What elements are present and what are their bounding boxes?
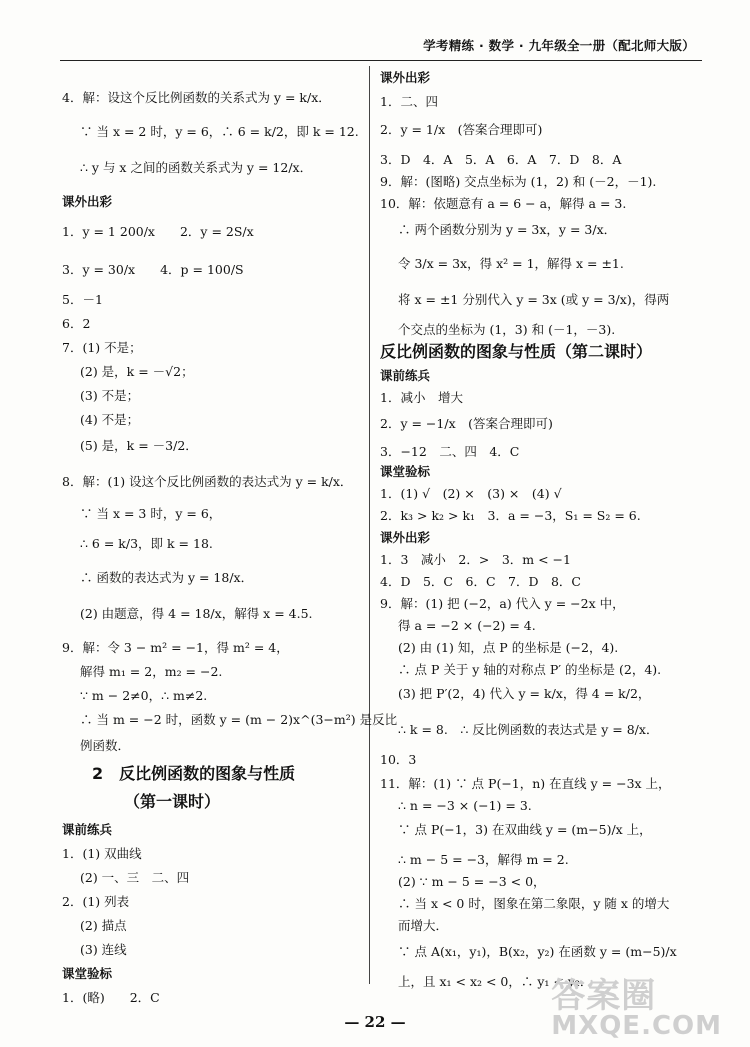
answer-line: 3．−12 二、四 4．C	[380, 444, 520, 459]
answer-line: 上，且 x₁ < x₂ < 0，∴ y₁ < y₂．	[398, 974, 593, 989]
answer-line: (3) 把 P′(2，4) 代入 y = k/x，得 4 = k/2，	[398, 686, 651, 701]
answer-line: 1．y = 1 200/x 2．y = 2S/x	[62, 224, 254, 239]
answer-line: ∵ 点 P(−1，3) 在双曲线 y = (m−5)/x 上，	[398, 822, 652, 837]
answer-line: ∴ m − 5 = −3，解得 m = 2.	[398, 852, 569, 867]
section-heading: （第一课时）	[124, 792, 221, 811]
answer-line: 3．y = 30/x 4．p = 100/S	[62, 262, 244, 277]
answer-line: 10．3	[380, 752, 417, 767]
section-heading: 课外出彩	[62, 194, 113, 209]
section-heading: 课外出彩	[380, 530, 431, 545]
section-heading: 课外出彩	[380, 70, 431, 85]
answer-line: 令 3/x = 3x，得 x² = 1，解得 x = ±1.	[398, 256, 624, 271]
answer-line: ∴ 函数的表达式为 y = 18/x．	[80, 570, 254, 585]
answer-line: ∵ 当 x = 3 时，y = 6，	[80, 506, 222, 521]
header-rule	[60, 60, 702, 61]
answer-line: (3) 连线	[80, 942, 127, 957]
answer-line: 1．3 减小 2．> 3．m < −1	[380, 552, 571, 567]
answer-line: 4．D 5．C 6．C 7．D 8．C	[380, 574, 582, 589]
answer-line: 2．k₃ > k₂ > k₁ 3．a = −3，S₁ = S₂ = 6.	[380, 508, 641, 523]
section-heading: 课堂验标	[380, 464, 431, 479]
page-number: — 22 —	[344, 1013, 406, 1031]
answer-line: ∵ 点 A(x₁，y₁)，B(x₂，y₂) 在函数 y = (m−5)/x	[398, 944, 677, 959]
answer-line: 8．解：(1) 设这个反比例函数的表达式为 y = k/x．	[62, 474, 353, 489]
answer-line: 1．(1) √ (2) × (3) × (4) √	[380, 486, 562, 501]
answer-line: (2) 一、三 二、四	[80, 870, 190, 885]
answer-line: ∴ 当 m = −2 时，函数 y = (m − 2)x^(3−m²) 是反比	[80, 712, 398, 727]
answer-line: 1．(略) 2．C	[62, 990, 160, 1005]
answer-line: 2．y = −1/x (答案合理即可)	[380, 416, 553, 431]
column-divider	[369, 66, 370, 984]
answer-line: 5．－1	[62, 292, 103, 307]
answer-line: ∴ 当 x < 0 时，图象在第二象限，y 随 x 的增大	[398, 896, 670, 911]
answer-line: ∴ 点 P 关于 y 轴的对称点 P′ 的坐标是 (2，4).	[398, 662, 662, 677]
answer-line: 6．2	[62, 316, 91, 331]
answer-line: ∴ y 与 x 之间的函数关系式为 y = 12/x．	[80, 160, 313, 175]
watermark-stamp	[551, 976, 722, 1041]
watermark-bottom: MXQE.COM	[551, 1011, 722, 1041]
section-heading: 课前练兵	[62, 822, 113, 837]
answer-line: 2．y = 1/x (答案合理即可)	[380, 122, 543, 137]
answer-line: 得 a = −2 × (−2) = 4.	[398, 618, 536, 633]
answer-line: 1．(1) 双曲线	[62, 846, 142, 861]
answer-line: 4．解：设这个反比例函数的关系式为 y = k/x．	[62, 90, 331, 105]
answer-line: 3．D 4．A 5．A 6．A 7．D 8．A	[380, 152, 622, 167]
answer-line: (2) 是，k = －√2；	[80, 364, 194, 379]
answer-line: (5) 是，k = －3/2．	[80, 438, 198, 453]
answer-line: (4) 不是；	[80, 412, 140, 427]
answer-line: 1．二、四	[380, 94, 438, 109]
answer-line: ∴ n = −3 × (−1) = 3.	[398, 798, 532, 813]
answer-line: 而增大．	[398, 918, 449, 933]
answer-line: ∵ m − 2≠0，∴ m≠2.	[80, 688, 208, 703]
answer-line: ∵ 当 x = 2 时，y = 6，∴ 6 = k/2，即 k = 12.	[80, 124, 359, 139]
watermark-top: 答案圈	[551, 976, 657, 1016]
answer-line: 解得 m₁ = 2，m₂ = −2.	[80, 664, 223, 679]
answer-line: 例函数．	[80, 738, 131, 753]
answer-line: 7．(1) 不是；	[62, 340, 142, 355]
answer-line: 9．解：令 3 − m² = −1，得 m² = 4，	[62, 640, 289, 655]
section-heading: 反比例函数的图象与性质（第二课时）	[380, 342, 653, 361]
answer-line: (2) 描点	[80, 918, 127, 933]
answer-line: ∴ 6 = k/3，即 k = 18.	[80, 536, 213, 551]
answer-line: 9．解：(图略) 交点坐标为 (1，2) 和 (－2，－1).	[380, 174, 657, 189]
section-heading: 课堂验标	[62, 966, 113, 981]
answer-line: ∴ 两个函数分别为 y = 3x，y = 3/x．	[398, 222, 617, 237]
answer-line: 将 x = ±1 分别代入 y = 3x (或 y = 3/x)，得两	[398, 292, 670, 307]
answer-line: 10．解：依题意有 a = 6 − a，解得 a = 3.	[380, 196, 627, 211]
answer-line: (3) 不是；	[80, 388, 140, 403]
answer-line: 1．减小 增大	[380, 390, 463, 405]
answer-line: ∴ k = 8. ∴ 反比例函数的表达式是 y = 8/x．	[398, 722, 659, 737]
running-header: 学考精练 · 数学 · 九年级全一册（配北师大版）	[423, 38, 695, 53]
section-heading: 课前练兵	[380, 368, 431, 383]
answer-line: 2．(1) 列表	[62, 894, 130, 909]
answer-line: (2) ∵ m − 5 = −3 < 0，	[398, 874, 546, 889]
answer-line: (2) 由 (1) 知，点 P 的坐标是 (−2，4).	[398, 640, 619, 655]
answer-line: 9．解：(1) 把 (−2，a) 代入 y = −2x 中，	[380, 596, 625, 611]
answer-line: (2) 由题意，得 4 = 18/x，解得 x = 4.5.	[80, 606, 313, 621]
section-heading: 2 反比例函数的图象与性质	[92, 764, 296, 783]
answer-line: 个交点的坐标为 (1，3) 和 (－1，－3).	[398, 322, 616, 337]
answer-line: 11．解：(1) ∵ 点 P(−1，n) 在直线 y = −3x 上，	[380, 776, 671, 791]
